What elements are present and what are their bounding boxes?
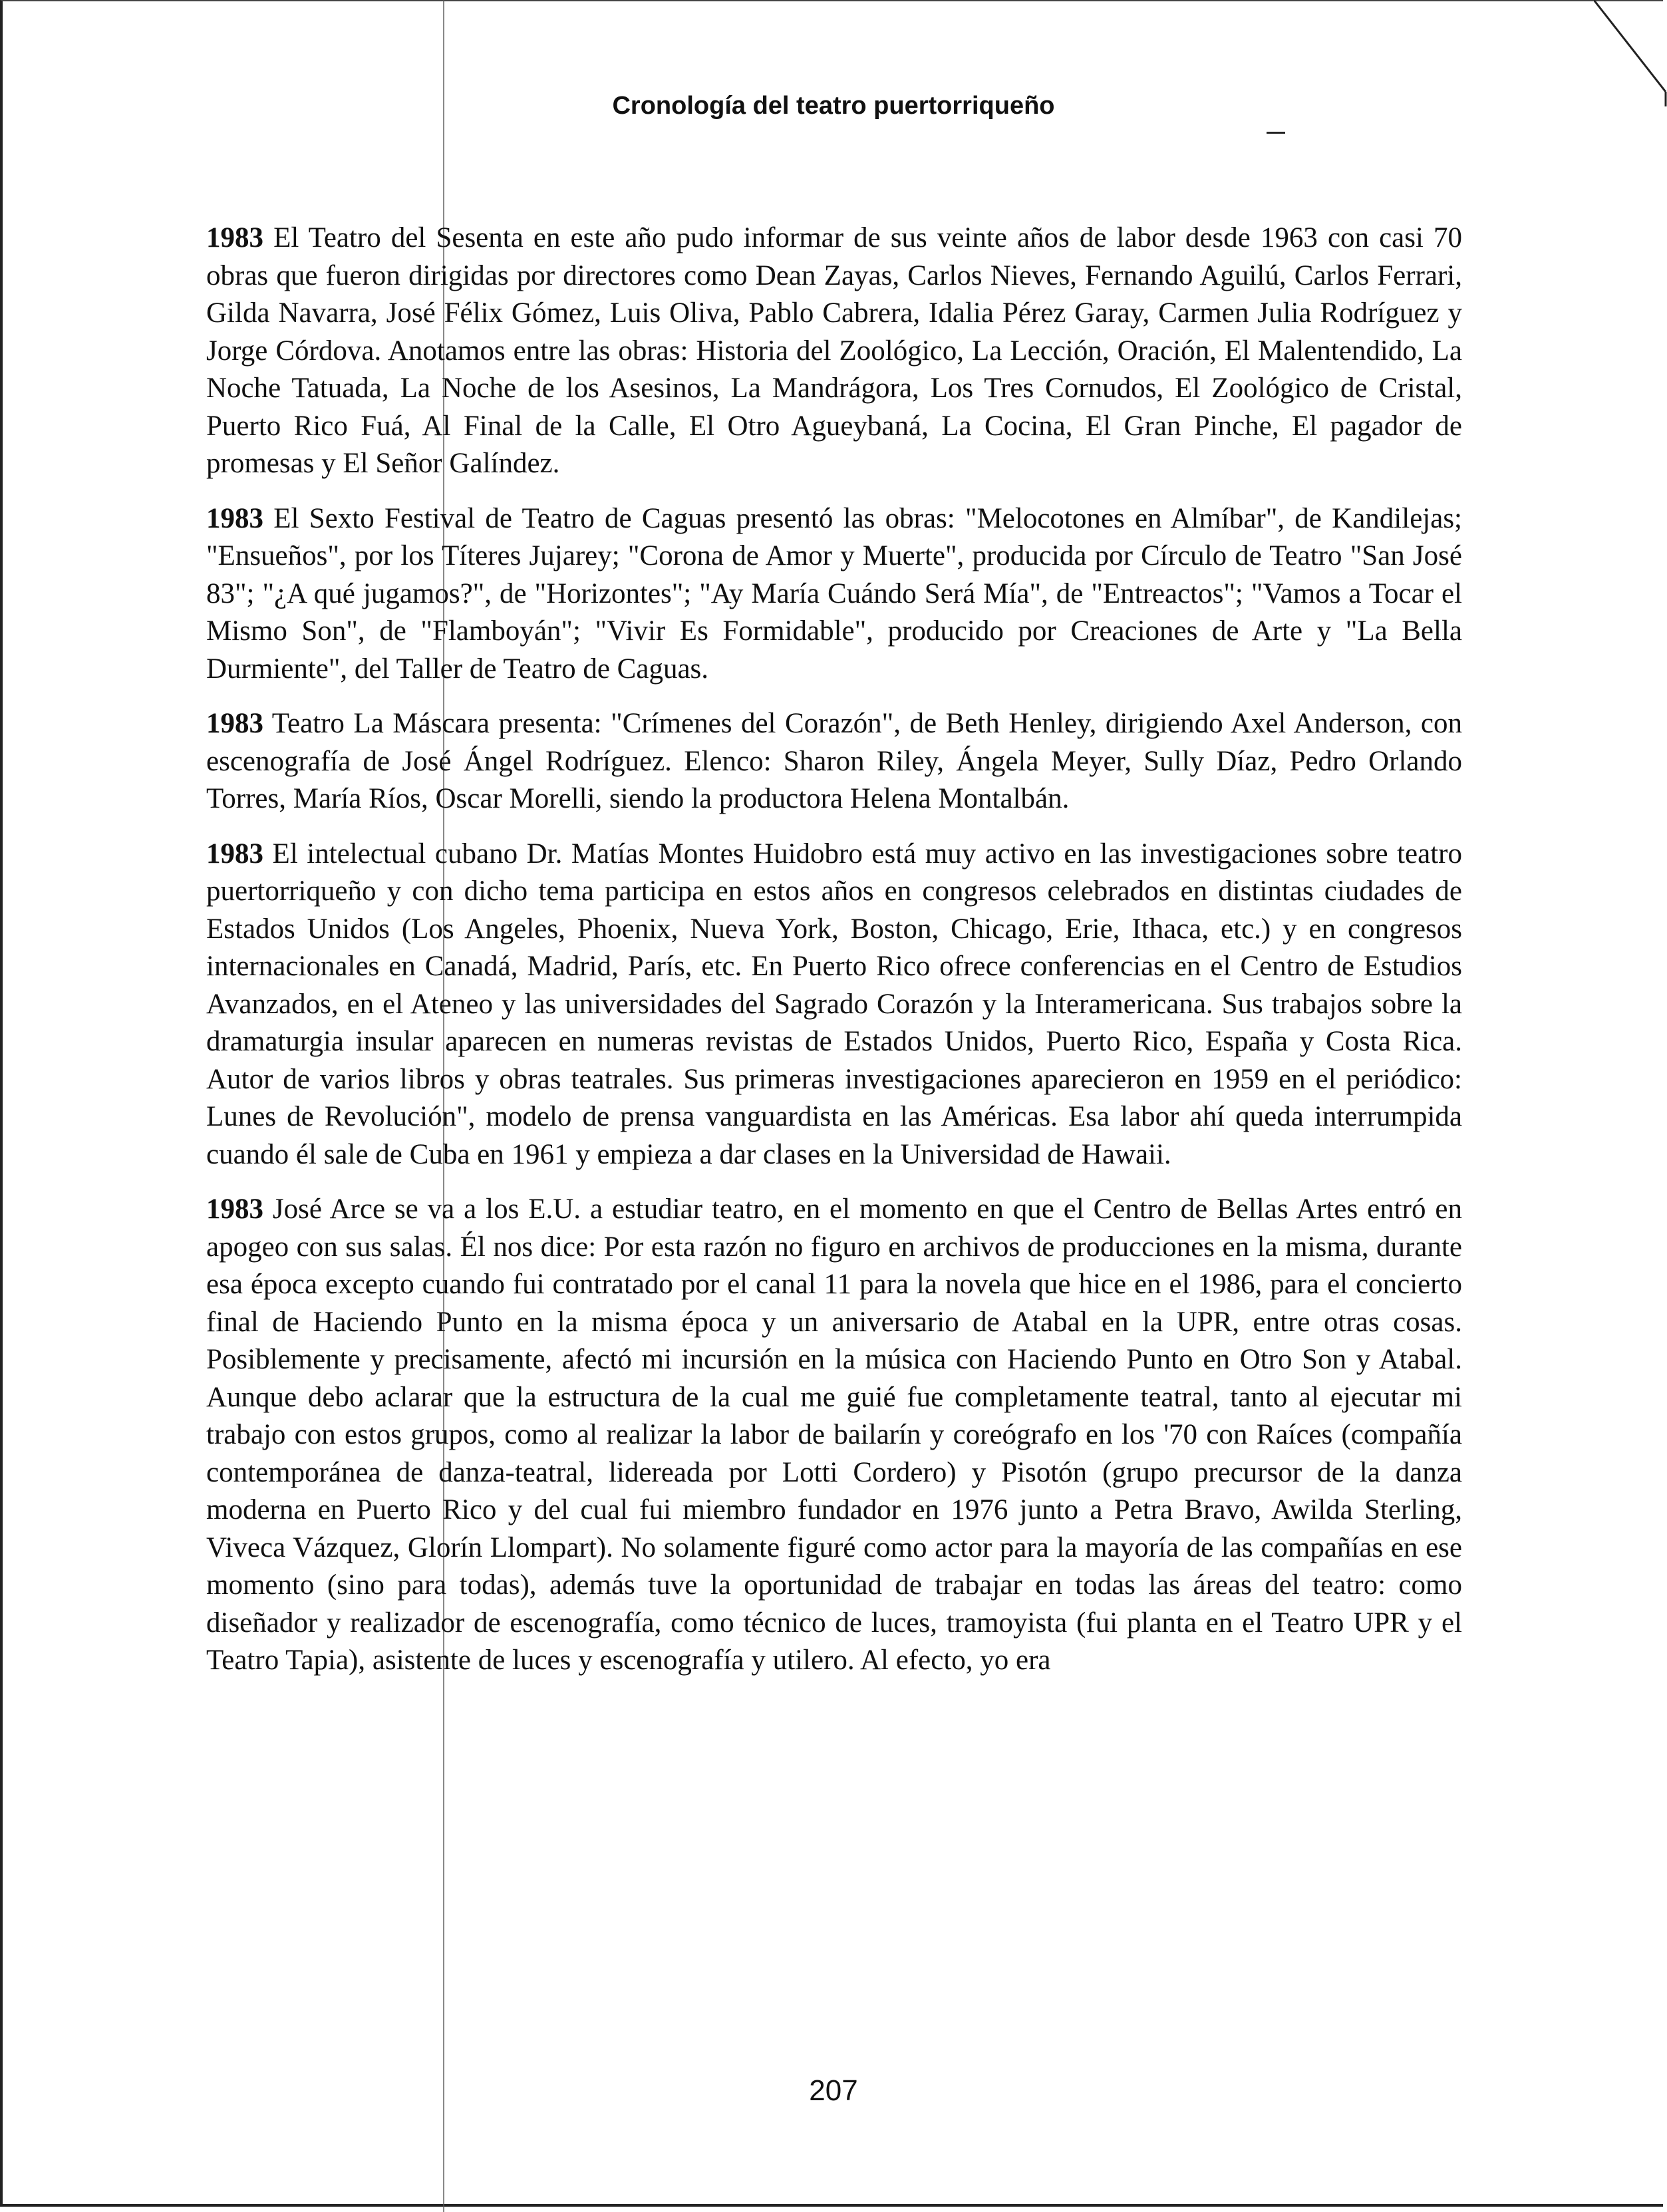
entry-year: 1983 <box>206 708 263 739</box>
entry-text: El Teatro del Sesenta en este año pudo informar de sus veinte años de labor desde 1963 con casi 70 obras que fueron dirigidas por directores como Dean Zayas, Carlos Nieves, Fernando Aguilú, Carlos Ferrari, Gilda Navarra, José Félix Gómez, Luis Oliva, Pablo Cabrera, Idalia Pérez Garay, Carmen Julia Rodríguez y Jorge Córdova. Anotamos entre las obras: Historia del Zoológico, La Lección, Oración, El Malentendido, La Noche Tatuada, La Noche de los Asesinos, La Mandrágora, Los Tres Cornudos, El Zoológico de Cristal, Puerto Rico Fuá, Al Final de la Calle, El Otro Agueybaná, La Cocina, El Gran Pinche, El pagador de promesas y El Señor Galíndez. <box>206 222 1463 479</box>
entry-festival-caguas <box>206 500 1462 689</box>
entry-text: José Arce se va a los E.U. a estudiar teatro, en el momento en que el Centro de Bellas Artes entró en apogeo con sus salas. Él nos dice: Por esta razón no figuro en archivos de producciones en la misma, durante esa época excepto cuando fui contratado por el canal 11 para la novela que hice en el 1986, para el concierto final de Haciendo Punto en la misma época y un aniversario de Atabal en la UPR, entre otras cosas. Posiblemente y precisamente, afectó mi incursión en la música con Haciendo Punto en Otro Son y Atabal. Aunque debo aclarar que la estructura de la cual me guié fue completamente teatral, tanto al ejecutar mi trabajo con estos grupos, como al realizar la labor de bailarín y coreógrafo en los '70 con Raíces (compañía contemporánea de danza-teatral, lidereada por Lotti Cordero) y Pisotón (grupo precursor de la danza moderna en Puerto Rico y del cual fui miembro fundador en 1976 junto a Petra Bravo, Awilda Sterling, Viveca Vázquez, Glorín Llompart). No solamente figuré como actor para la mayoría de las compañías en ese momento (sino para todas), además tuve la oportunidad de trabajar en todas las áreas del teatro: como diseñador y realizador de escenografía, como técnico de luces, tramoyista (fui planta en el Teatro UPR y el Teatro Tapia), asistente de luces y escenografía y utilero. Al efecto, yo era <box>206 1193 1462 1676</box>
entry-teatro-la-mascara <box>206 705 1462 818</box>
entry-montes-huidobro <box>206 836 1462 1174</box>
entry-year: 1983 <box>206 1193 263 1225</box>
entry-jose-arce <box>206 1191 1462 1680</box>
entry-text: El intelectual cubano Dr. Matías Montes Huidobro está muy activo en las investigaciones sobre teatro puertorriqueño y con dicho tema participa en estos años en congresos celebrados en distintas ciudades de Estados Unidos (Los Angeles, Phoenix, Nueva York, Boston, Chicago, Erie, Ithaca, etc.) y en congresos internacionales en Canadá, Madrid, París, etc. En Puerto Rico ofrece conferencias en el Centro de Estudios Avanzados, en el Ateneo y las universidades del Sagrado Corazón y la Interamericana. Sus trabajos sobre la dramaturgia insular aparecen en numeras revistas de Estados Unidos, Puerto Rico, España y Costa Rica. Autor de varios libros y obras teatrales. Sus primeras investigaciones aparecieron en 1959 en el periódico: Lunes de Revolución", modelo de prensa vanguardista en las Américas. Esa labor ahí queda interrumpida cuando él sale de Cuba en 1961 y empieza a dar clases en la Universidad de Hawaii. <box>206 838 1462 1170</box>
header-dash-mark <box>1267 132 1285 134</box>
entry-text: Teatro La Máscara presenta: "Crímenes del Corazón", de Beth Henley, dirigiendo Axel Anderson, con escenografía de José Ángel Rodríguez. Elenco: Sharon Riley, Ángela Meyer, Sully Díaz, Pedro Orlando Torres, María Ríos, Oscar Morelli, siendo la productora Helena Montalbán. <box>206 708 1463 814</box>
entry-text: El Sexto Festival de Teatro de Caguas presentó las obras: "Melocotones en Almíbar", de Kandilejas; "Ensueños", por los Títeres Jujarey; "Corona de Amor y Muerte", producida por Círculo de Teatro "San José 83"; "¿A qué jugamos?", de "Horizontes"; "Ay María Cuándo Será Mía", de "Entreactos"; "Vamos a Tocar el Mismo Son", de "Flamboyán"; "Vivir Es Formidable", producido por Creaciones de Arte y "La Bella Durmiente", del Taller de Teatro de Caguas. <box>206 502 1462 685</box>
entry-teatro-sesenta <box>206 220 1462 483</box>
page-corner-mark <box>1594 0 1667 106</box>
entry-year: 1983 <box>206 838 263 869</box>
entry-year: 1983 <box>206 502 263 534</box>
entry-year: 1983 <box>206 222 263 253</box>
running-head: Cronología del teatro puertorriqueño <box>612 92 1055 120</box>
page-number: 207 <box>809 2074 858 2107</box>
chronology-text <box>206 220 1462 1697</box>
